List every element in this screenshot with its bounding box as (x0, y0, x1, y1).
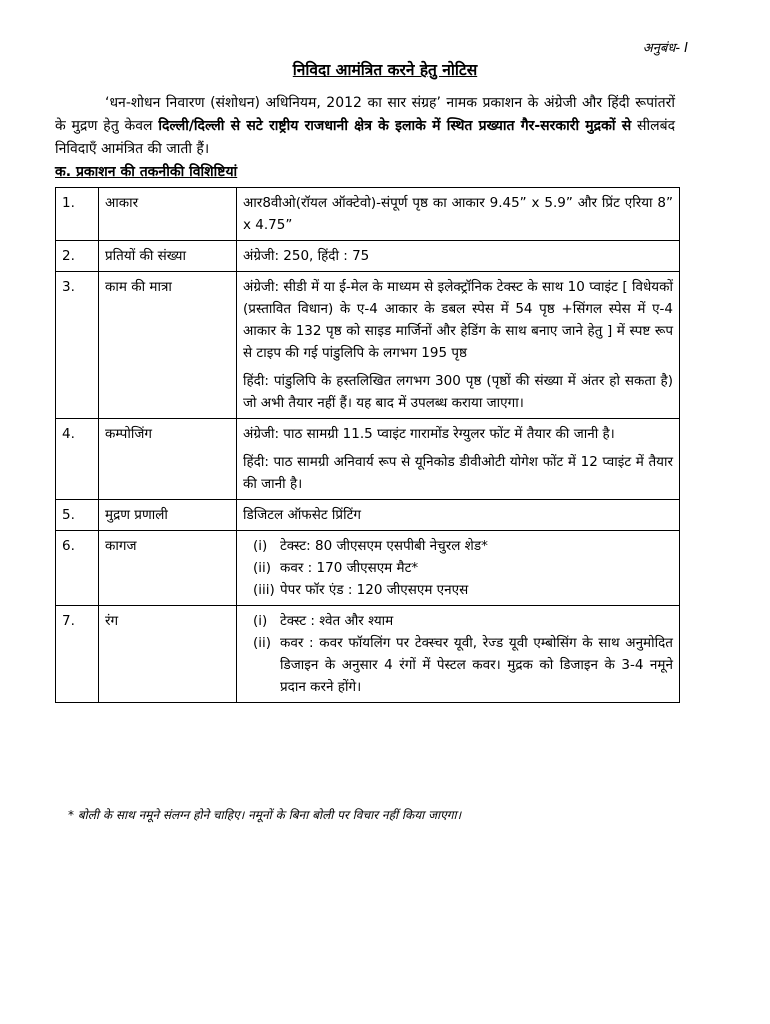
list-marker: (ii) (253, 560, 272, 576)
row-label: मुद्रण प्रणाली (99, 500, 237, 531)
list-marker: (iii) (253, 582, 275, 598)
intro-text-1: ‘धन-शोधन निवारण (संशोधन) अधिनियम, 2012 का सार संग्रह’ नामक प्रकाशन के अंग्रेजी और हिंदी रूपांतरों के मुद्रण हेतु केवल (55, 95, 675, 134)
table-row (56, 188, 680, 241)
list-item (253, 610, 673, 632)
row-value (237, 606, 680, 703)
list-marker: (i) (253, 538, 268, 554)
list-item (253, 632, 673, 698)
row-number: 6. (56, 531, 99, 606)
row-value (237, 272, 680, 419)
footnote: * बोली के साथ नमूने संलग्न होने चाहिए। नमूनों के बिना बोली पर विचार नहीं किया जाएगा। (68, 808, 462, 822)
notice-title: निविदा आमंत्रित करने हेतु नोटिस (292, 61, 478, 79)
table-row (56, 606, 680, 703)
english-composing: अंग्रेजी: पाठ सामग्री 11.5 प्वाइंट गारामोंड रेग्युलर फोंट में तैयार की जानी है। (243, 426, 615, 442)
row-value (237, 531, 680, 606)
row-number: 3. (56, 272, 99, 419)
table-row (56, 419, 680, 500)
list-text: टेक्स्ट : श्वेत और श्याम (280, 613, 394, 629)
table-row (56, 500, 680, 531)
list-item (253, 557, 673, 579)
list-text: पेपर फॉर एंड : 120 जीएसएम एनएस (280, 582, 469, 598)
row-label: रंग (99, 606, 237, 703)
table-row (56, 241, 680, 272)
section-heading: क. प्रकाशन की तकनीकी विशिष्टियां (55, 164, 238, 180)
list-text: कवर : 170 जीएसएम मैट* (280, 560, 419, 576)
table-row (56, 272, 680, 419)
row-number: 2. (56, 241, 99, 272)
annex-label: अनुबंध- I (642, 41, 688, 56)
list-item (253, 579, 673, 601)
list-text: कवर : कवर फॉयलिंग पर टेक्स्चर यूवी, रेज्ड यूवी एम्बोसिंग के साथ अनुमोदित डिजाइन के अनुसार 4 रंगों में पेस्टल कवर। मुद्रक को डिजाइन के 3-4 नमूने प्रदान करने होंगे। (280, 635, 673, 695)
row-number: 1. (56, 188, 99, 241)
list-item (253, 535, 673, 557)
row-number: 5. (56, 500, 99, 531)
row-label: काम की मात्रा (99, 272, 237, 419)
intro-text-bold: दिल्ली/दिल्ली से सटे राष्ट्रीय राजधानी क्षेत्र के इलाके में स्थित प्रख्यात गैर-सरकारी मुद्रकों से (158, 118, 632, 134)
row-value: डिजिटल ऑफसेट प्रिंटिंग (237, 500, 680, 531)
row-value: आर8वीओ(रॉयल ऑक्टेवो)-संपूर्ण पृष्ठ का आकार 9.45” x 5.9” और प्रिंट एरिया 8” x 4.75” (237, 188, 680, 241)
row-number: 4. (56, 419, 99, 500)
row-number: 7. (56, 606, 99, 703)
row-label: कागज (99, 531, 237, 606)
list-marker: (i) (253, 613, 268, 629)
hindi-quantity: हिंदी: पांडुलिपि के हस्तलिखित लगभग 300 पृष्ठ (पृष्ठों की संख्या में अंतर हो सकता है) जो अभी तैयार नहीं हैं। यह बाद में उपलब्ध कराया जाएगा। (243, 373, 673, 411)
paper-list (243, 535, 673, 601)
row-label: आकार (99, 188, 237, 241)
intro-text-2: सीलबंद निविदाएँ आमंत्रित की जाती हैं। (55, 118, 675, 157)
row-value (237, 419, 680, 500)
intro-paragraph (55, 92, 675, 161)
list-text: टेक्स्ट: 80 जीएसएम एसपीबी नेचुरल शेड* (280, 538, 488, 554)
row-value: अंग्रेजी: 250, हिंदी : 75 (237, 241, 680, 272)
hindi-composing: हिंदी: पाठ सामग्री अनिवार्य रूप से यूनिकोड डीवीओटी योगेश फोंट में 12 प्वाइंट में तैयार की जानी है। (243, 454, 673, 492)
table-row (56, 531, 680, 606)
specifications-table (55, 187, 680, 703)
color-list (243, 610, 673, 698)
row-label: प्रतियों की संख्या (99, 241, 237, 272)
english-quantity: अंग्रेजी: सीडी में या ई-मेल के माध्यम से इलेक्ट्रॉनिक टेक्स्ट के साथ 10 प्वाइंट [ विधेयकों (प्रस्तावित विधान) के ए-4 आकार के डबल स्पेस में 54 पृष्ठ +सिंगल स्पेस में ए-4 आकार के 132 पृष्ठ को साइड मार्जिनों और हेडिंग के साथ बनाए जाने हेतु ] में स्पष्ट रूप से टाइप की गई पांडुलिपि के लगभग 195 पृष्ठ (243, 279, 673, 361)
list-marker: (ii) (253, 635, 272, 651)
row-label: कम्पोजिंग (99, 419, 237, 500)
